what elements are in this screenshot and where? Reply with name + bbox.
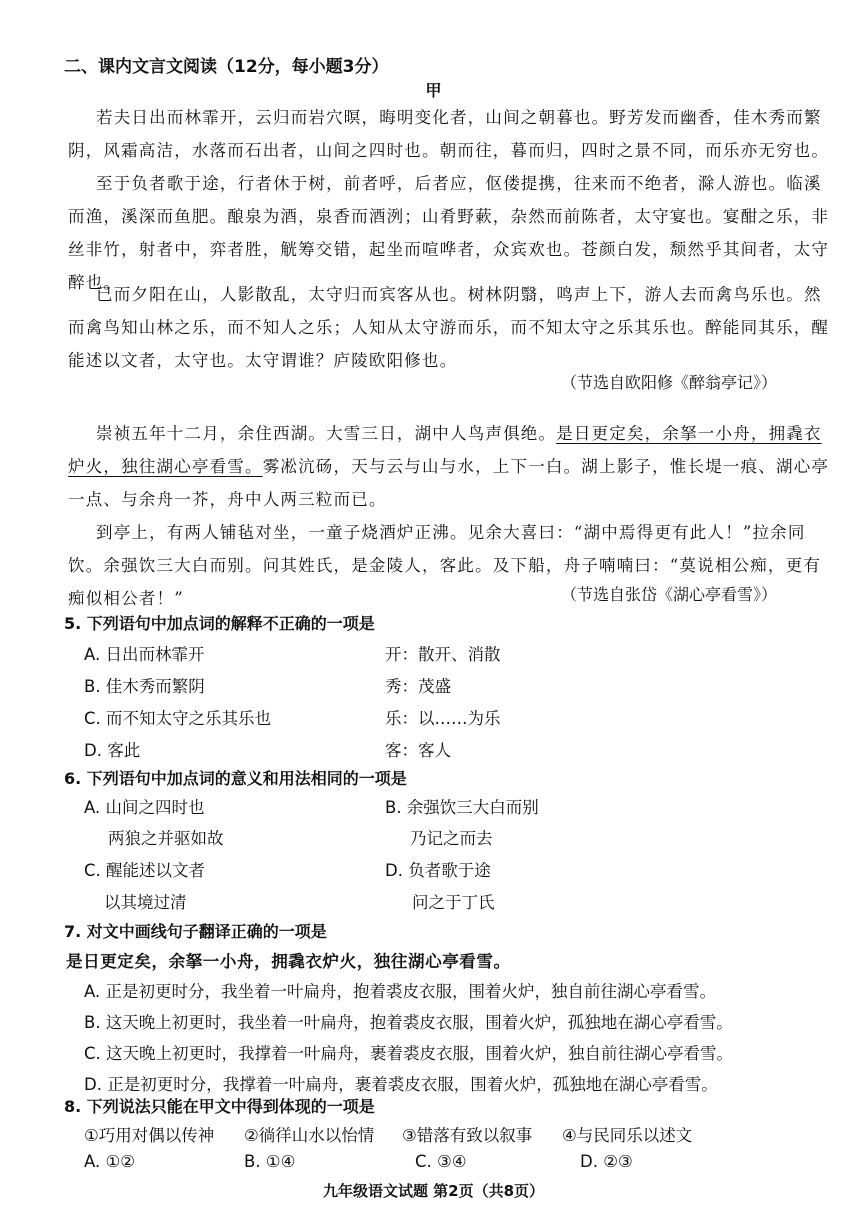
q5-option-gloss: 乐：以……为乐: [385, 709, 501, 728]
underlined-sentence: 炉火，独往湖心亭看雪。: [68, 457, 263, 476]
q7-option: B. 这天晚上初更时，我坐着一叶扁舟，抱着裘皮衣服，围着火炉，孤独地在湖心亭看雪。: [84, 1013, 733, 1032]
passage-a-line: 丝非竹，射者中，弈者胜，觥筹交错，起坐而喧哗者，众宾欢也。苍颜白发，颓然乎其间者，太守: [68, 240, 830, 259]
q8-item: ③错落有致以叙事: [402, 1126, 533, 1145]
passage-b-line: 痴似相公者！”: [68, 589, 184, 608]
passage-a-line: 而禽鸟知山林之乐，而不知人之乐；人知从太守游而乐，而不知太守之乐其乐也。醉能同其乐，醒: [68, 318, 830, 337]
q5-option-label: A. 日出而林霏开: [84, 645, 205, 664]
underlined-sentence: 是日更定矣，余拏一小舟，拥毳衣: [556, 424, 822, 443]
passage-a-line: 阴，风霜高洁，水落而石出者，山间之四时也。朝而往，暮而归，四时之景不同，而乐亦无穷也。: [68, 141, 830, 160]
question-7-stem: 7. 对文中画线句子翻译正确的一项是: [64, 922, 327, 941]
q7-option: C. 这天晚上初更时，我撑着一叶扁舟，裹着裘皮衣服，围着火炉，独自前往湖心亭看雪。: [84, 1044, 734, 1063]
q6-option-c2: 以其境过清: [104, 893, 187, 912]
question-6-stem: 6. 下列语句中加点词的意义和用法相同的一项是: [64, 769, 407, 788]
passage-b-text: 崇祯五年十二月，余住西湖。大雪三日，湖中人鸟声俱绝。: [96, 424, 557, 443]
q8-choice: C. ③④: [415, 1152, 467, 1171]
passage-a-marker: 甲: [425, 81, 442, 100]
q8-choice: A. ①②: [84, 1152, 136, 1171]
q8-choice: D. ②③: [580, 1152, 633, 1171]
q6-option-b1: B. 余强饮三大白而别: [385, 798, 539, 817]
q6-option-c1: C. 醒能述以文者: [84, 861, 206, 880]
passage-a-source: （节选自欧阳修《醉翁亭记》）: [560, 373, 777, 392]
q6-option-a1: A. 山间之四时也: [84, 798, 205, 817]
q5-option-label: D. 客此: [84, 741, 141, 760]
passage-a-line: 醉也。: [68, 273, 122, 292]
passage-b-source: （节选自张岱《湖心亭看雪》）: [560, 585, 777, 604]
q7-sentence: 是日更定矣，余拏一小舟，拥毳衣炉火，独往湖心亭看雪。: [66, 952, 511, 971]
q5-option-gloss: 秀：茂盛: [385, 677, 451, 696]
q8-item: ④与民同乐以述文: [562, 1126, 693, 1145]
passage-a-line: 已而夕阳在山，人影散乱，太守归而宾客从也。树林阴翳，鸣声上下，游人去而禽鸟乐也。然: [96, 285, 822, 304]
passage-a-line: 若夫日出而林霏开，云归而岩穴暝，晦明变化者，山间之朝暮也。野芳发而幽香，佳木秀而繁: [96, 108, 822, 127]
page-footer: 九年级语文试题 第2页（共8页）: [322, 1182, 545, 1200]
passage-a-line: 至于负者歌于途，行者休于树，前者呼，后者应，伛偻提携，往来而不绝者，滁人游也。临溪: [96, 174, 822, 193]
passage-b-line: 一点、与余舟一芥，舟中人两三粒而已。: [68, 490, 387, 509]
q8-item: ②徜徉山水以怡情: [244, 1126, 375, 1145]
q7-option: A. 正是初更时分，我坐着一叶扁舟，抱着裘皮衣服，围着火炉，独自前往湖心亭看雪。: [84, 982, 716, 1001]
question-5-stem: 5. 下列语句中加点词的解释不正确的一项是: [64, 614, 375, 633]
q6-option-d2: 问之于丁氏: [412, 893, 495, 912]
passage-b-line: 到亭上，有两人铺毡对坐，一童子烧酒炉正沸。见余大喜曰：“湖中焉得更有此人！”拉余同: [96, 523, 806, 542]
passage-a-line: 而渔，溪深而鱼肥。酿泉为酒，泉香而酒洌；山肴野蔌，杂然而前陈者，太守宴也。宴酣之乐，非: [68, 207, 830, 226]
q5-option-gloss: 客：客人: [385, 741, 451, 760]
q7-option: D. 正是初更时分，我撑着一叶扁舟，裹着裘皮衣服，围着火炉，孤独地在湖心亭看雪。: [84, 1075, 718, 1094]
q5-option-label: B. 佳木秀而繁阴: [84, 677, 205, 696]
passage-b-line: [96, 420, 822, 444]
q8-item: ①巧用对偶以传神: [84, 1126, 215, 1145]
q5-option-gloss: 开：散开、消散: [385, 645, 501, 664]
q5-option-label: C. 而不知太守之乐其乐也: [84, 709, 272, 728]
q6-option-d1: D. 负者歌于途: [385, 861, 491, 880]
q6-option-a2: 两狼之并驱如故: [108, 829, 224, 848]
passage-b-line: 饮。余强饮三大白而别。问其姓氏，是金陵人，客此。及下船，舟子喃喃曰：“莫说相公痴，更有: [68, 556, 822, 575]
section-title: 二、课内文言文阅读（12分，每小题3分）: [64, 57, 389, 77]
passage-b-text: 雾凇沆砀，天与云与山与水，上下一白。湖上影子，惟长堤一痕、湖心亭: [262, 457, 830, 476]
question-8-stem: 8. 下列说法只能在甲文中得到体现的一项是: [64, 1097, 375, 1116]
passage-a-line: 能述以文者，太守也。太守谓谁？庐陵欧阳修也。: [68, 351, 458, 370]
passage-b-line: [68, 453, 829, 477]
q8-choice: B. ①④: [244, 1152, 296, 1171]
q6-option-b2: 乃记之而去: [410, 829, 493, 848]
